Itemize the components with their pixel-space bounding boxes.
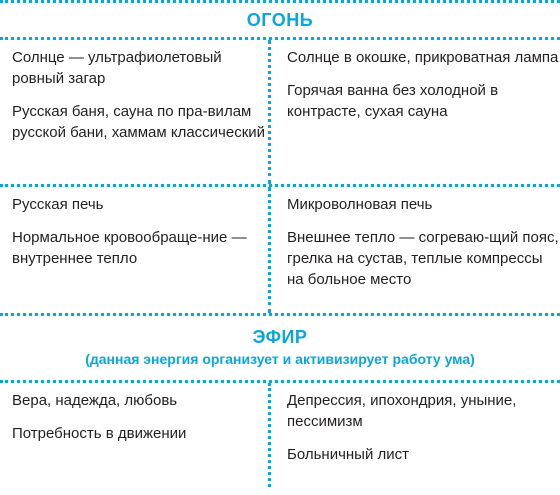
cell-text: Горячая ванна без холодной в контрасте, сухая сауна xyxy=(287,82,499,120)
table-cell-right xyxy=(268,40,560,184)
section-title-ogon: ОГОНЬ xyxy=(246,9,314,30)
section-subtitle-efir: (данная энергия организует и активизирует работу ума) xyxy=(85,351,475,367)
table-cell-right xyxy=(268,383,560,487)
cell-text: Потребность в движении xyxy=(12,425,187,442)
cell-text: Депрессия, ипохондрия, уныние, пессимизм xyxy=(287,392,517,430)
section-header-efir xyxy=(0,316,560,380)
section-header-ogon xyxy=(0,3,560,37)
table-cell-left xyxy=(0,40,268,184)
cell-text: Микроволновая печь xyxy=(287,196,433,213)
section-title-efir: ЭФИР xyxy=(252,327,308,347)
cell-text: Нормальное кровообраще-ние — внутреннее тепло xyxy=(12,229,247,267)
cell-text: Русская печь xyxy=(12,196,104,213)
cell-text: Вера, надежда, любовь xyxy=(12,392,178,409)
cell-text: Солнце — ультрафиолетовый ровный загар xyxy=(12,49,222,87)
cell-text: Русская баня, сауна по пра-вилам русской бани, хаммам классический xyxy=(12,103,266,141)
cell-text: Солнце в окошке, прикроватная лампа xyxy=(287,49,559,66)
cell-text: Внешнее тепло — согреваю-щий пояс, грелка на сустав, теплые компрессы на больное место xyxy=(287,229,559,288)
table-cell-left xyxy=(0,187,268,313)
cell-text: Больничный лист xyxy=(287,446,410,463)
table-cell-right xyxy=(268,187,560,313)
table-row xyxy=(0,40,560,184)
table-row xyxy=(0,187,560,313)
table-row xyxy=(0,383,560,487)
table-cell-left xyxy=(0,383,268,487)
